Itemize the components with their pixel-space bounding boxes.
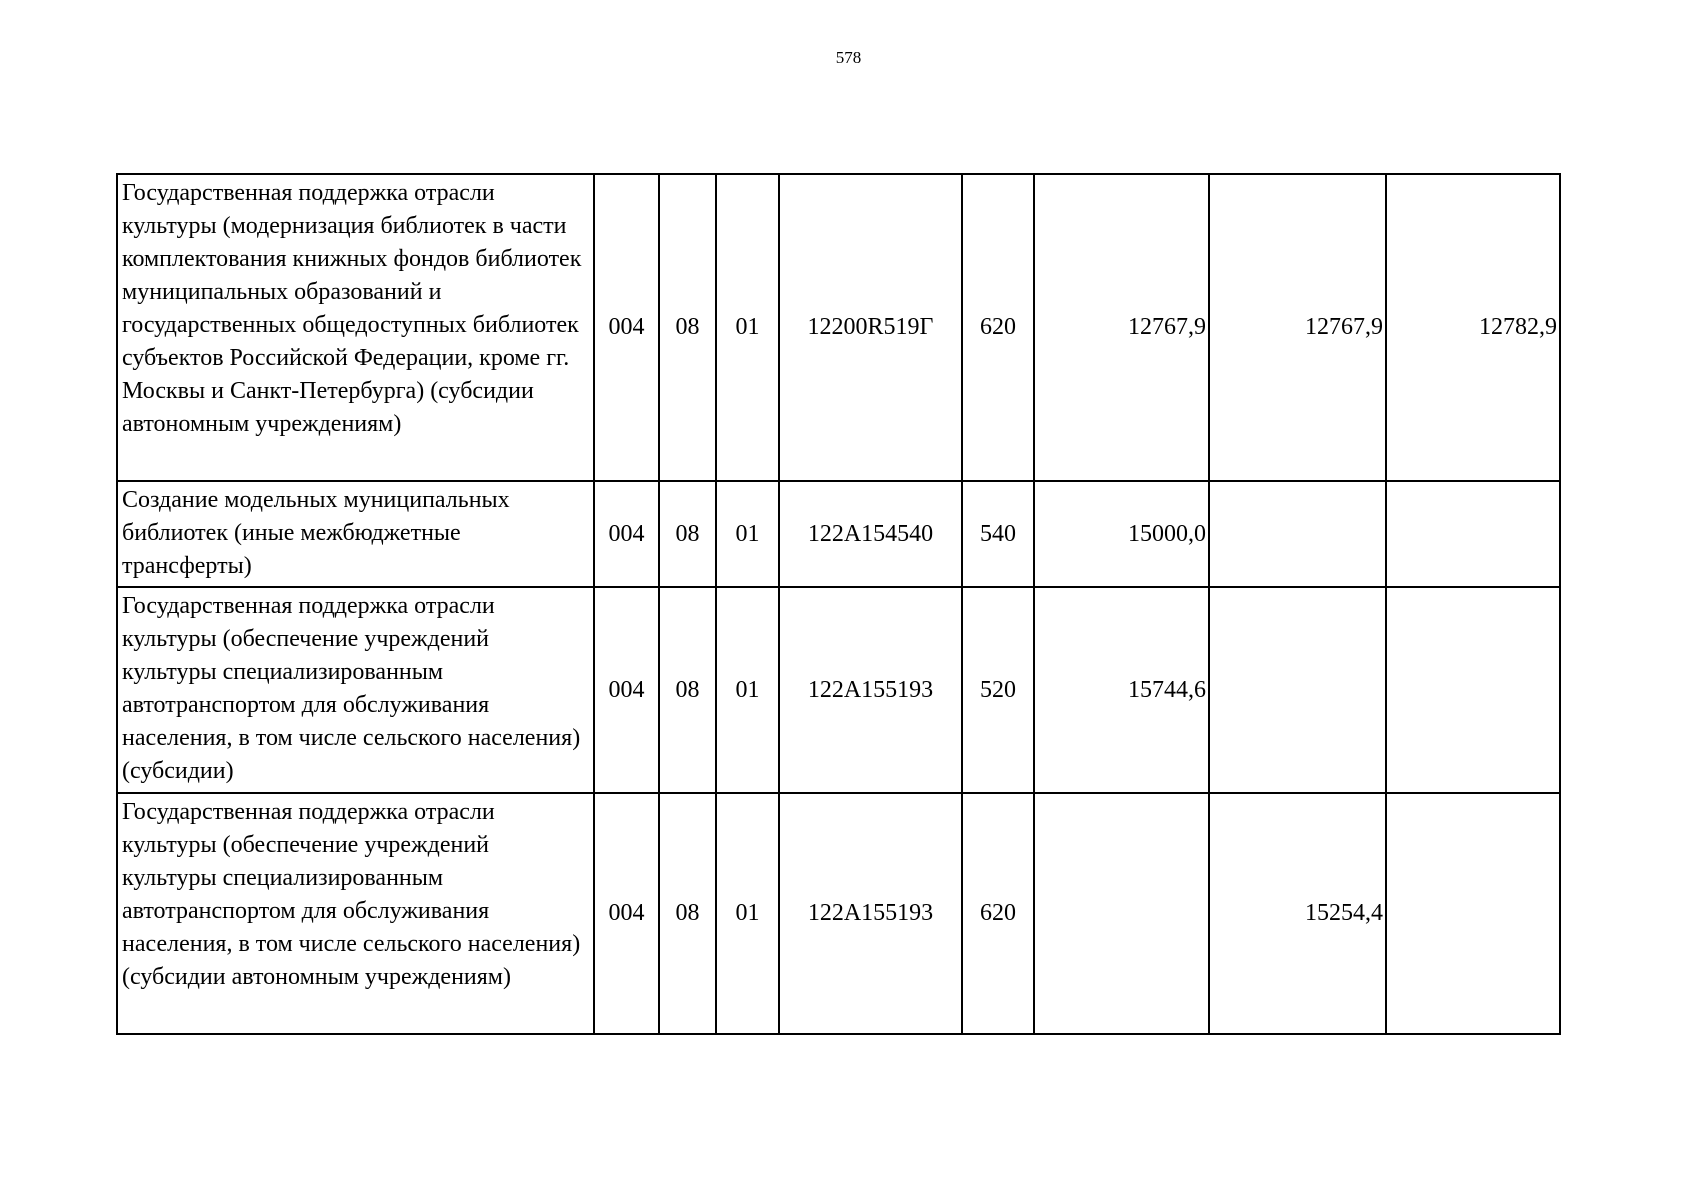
subsection-code: 01 [716, 481, 779, 587]
expense-type-code: 540 [962, 481, 1034, 587]
ministry-code: 004 [594, 174, 659, 481]
amount-year-3 [1386, 587, 1560, 793]
row-description: Создание модельных муниципальных библиотек (иные межбюджетные трансферты) [117, 481, 594, 587]
table-row [117, 481, 1560, 587]
table-row [117, 587, 1560, 793]
section-code: 08 [659, 587, 716, 793]
section-code: 08 [659, 793, 716, 1034]
target-article-code: 12200R519Г [779, 174, 962, 481]
amount-year-1: 15000,0 [1034, 481, 1209, 587]
row-description: Государственная поддержка отрасли культуры (обеспечение учреждений культуры специализированным автотранспортом для обслуживания населения, в том числе сельского населения) (субсидии) [117, 587, 594, 793]
subsection-code: 01 [716, 174, 779, 481]
expense-type-code: 620 [962, 174, 1034, 481]
ministry-code: 004 [594, 481, 659, 587]
subsection-code: 01 [716, 587, 779, 793]
expense-type-code: 520 [962, 587, 1034, 793]
row-description: Государственная поддержка отрасли культуры (модернизация библиотек в части комплектования книжных фондов библиотек муниципальных образований и государственных общедоступных библиотек субъектов Российской Федерации, кроме гг. Москвы и Санкт-Петербурга) (субсидии автономным учреждениям) [117, 174, 594, 481]
subsection-code: 01 [716, 793, 779, 1034]
amount-year-2: 15254,4 [1209, 793, 1386, 1034]
page-number: 578 [835, 48, 862, 67]
section-code: 08 [659, 174, 716, 481]
section-code: 08 [659, 481, 716, 587]
ministry-code: 004 [594, 793, 659, 1034]
amount-year-1 [1034, 793, 1209, 1034]
amount-year-3 [1386, 481, 1560, 587]
amount-year-2 [1209, 481, 1386, 587]
amount-year-1: 12767,9 [1034, 174, 1209, 481]
amount-year-3 [1386, 793, 1560, 1034]
ministry-code: 004 [594, 587, 659, 793]
target-article-code: 122A154540 [779, 481, 962, 587]
target-article-code: 122A155193 [779, 587, 962, 793]
amount-year-1: 15744,6 [1034, 587, 1209, 793]
row-description: Государственная поддержка отрасли культуры (обеспечение учреждений культуры специализированным автотранспортом для обслуживания населения, в том числе сельского населения) (субсидии автономным учреждениям) [117, 793, 594, 1034]
amount-year-2 [1209, 587, 1386, 793]
table-row [117, 793, 1560, 1034]
target-article-code: 122A155193 [779, 793, 962, 1034]
budget-table [116, 173, 1561, 1035]
table-row [117, 174, 1560, 481]
amount-year-3: 12782,9 [1386, 174, 1560, 481]
amount-year-2: 12767,9 [1209, 174, 1386, 481]
expense-type-code: 620 [962, 793, 1034, 1034]
